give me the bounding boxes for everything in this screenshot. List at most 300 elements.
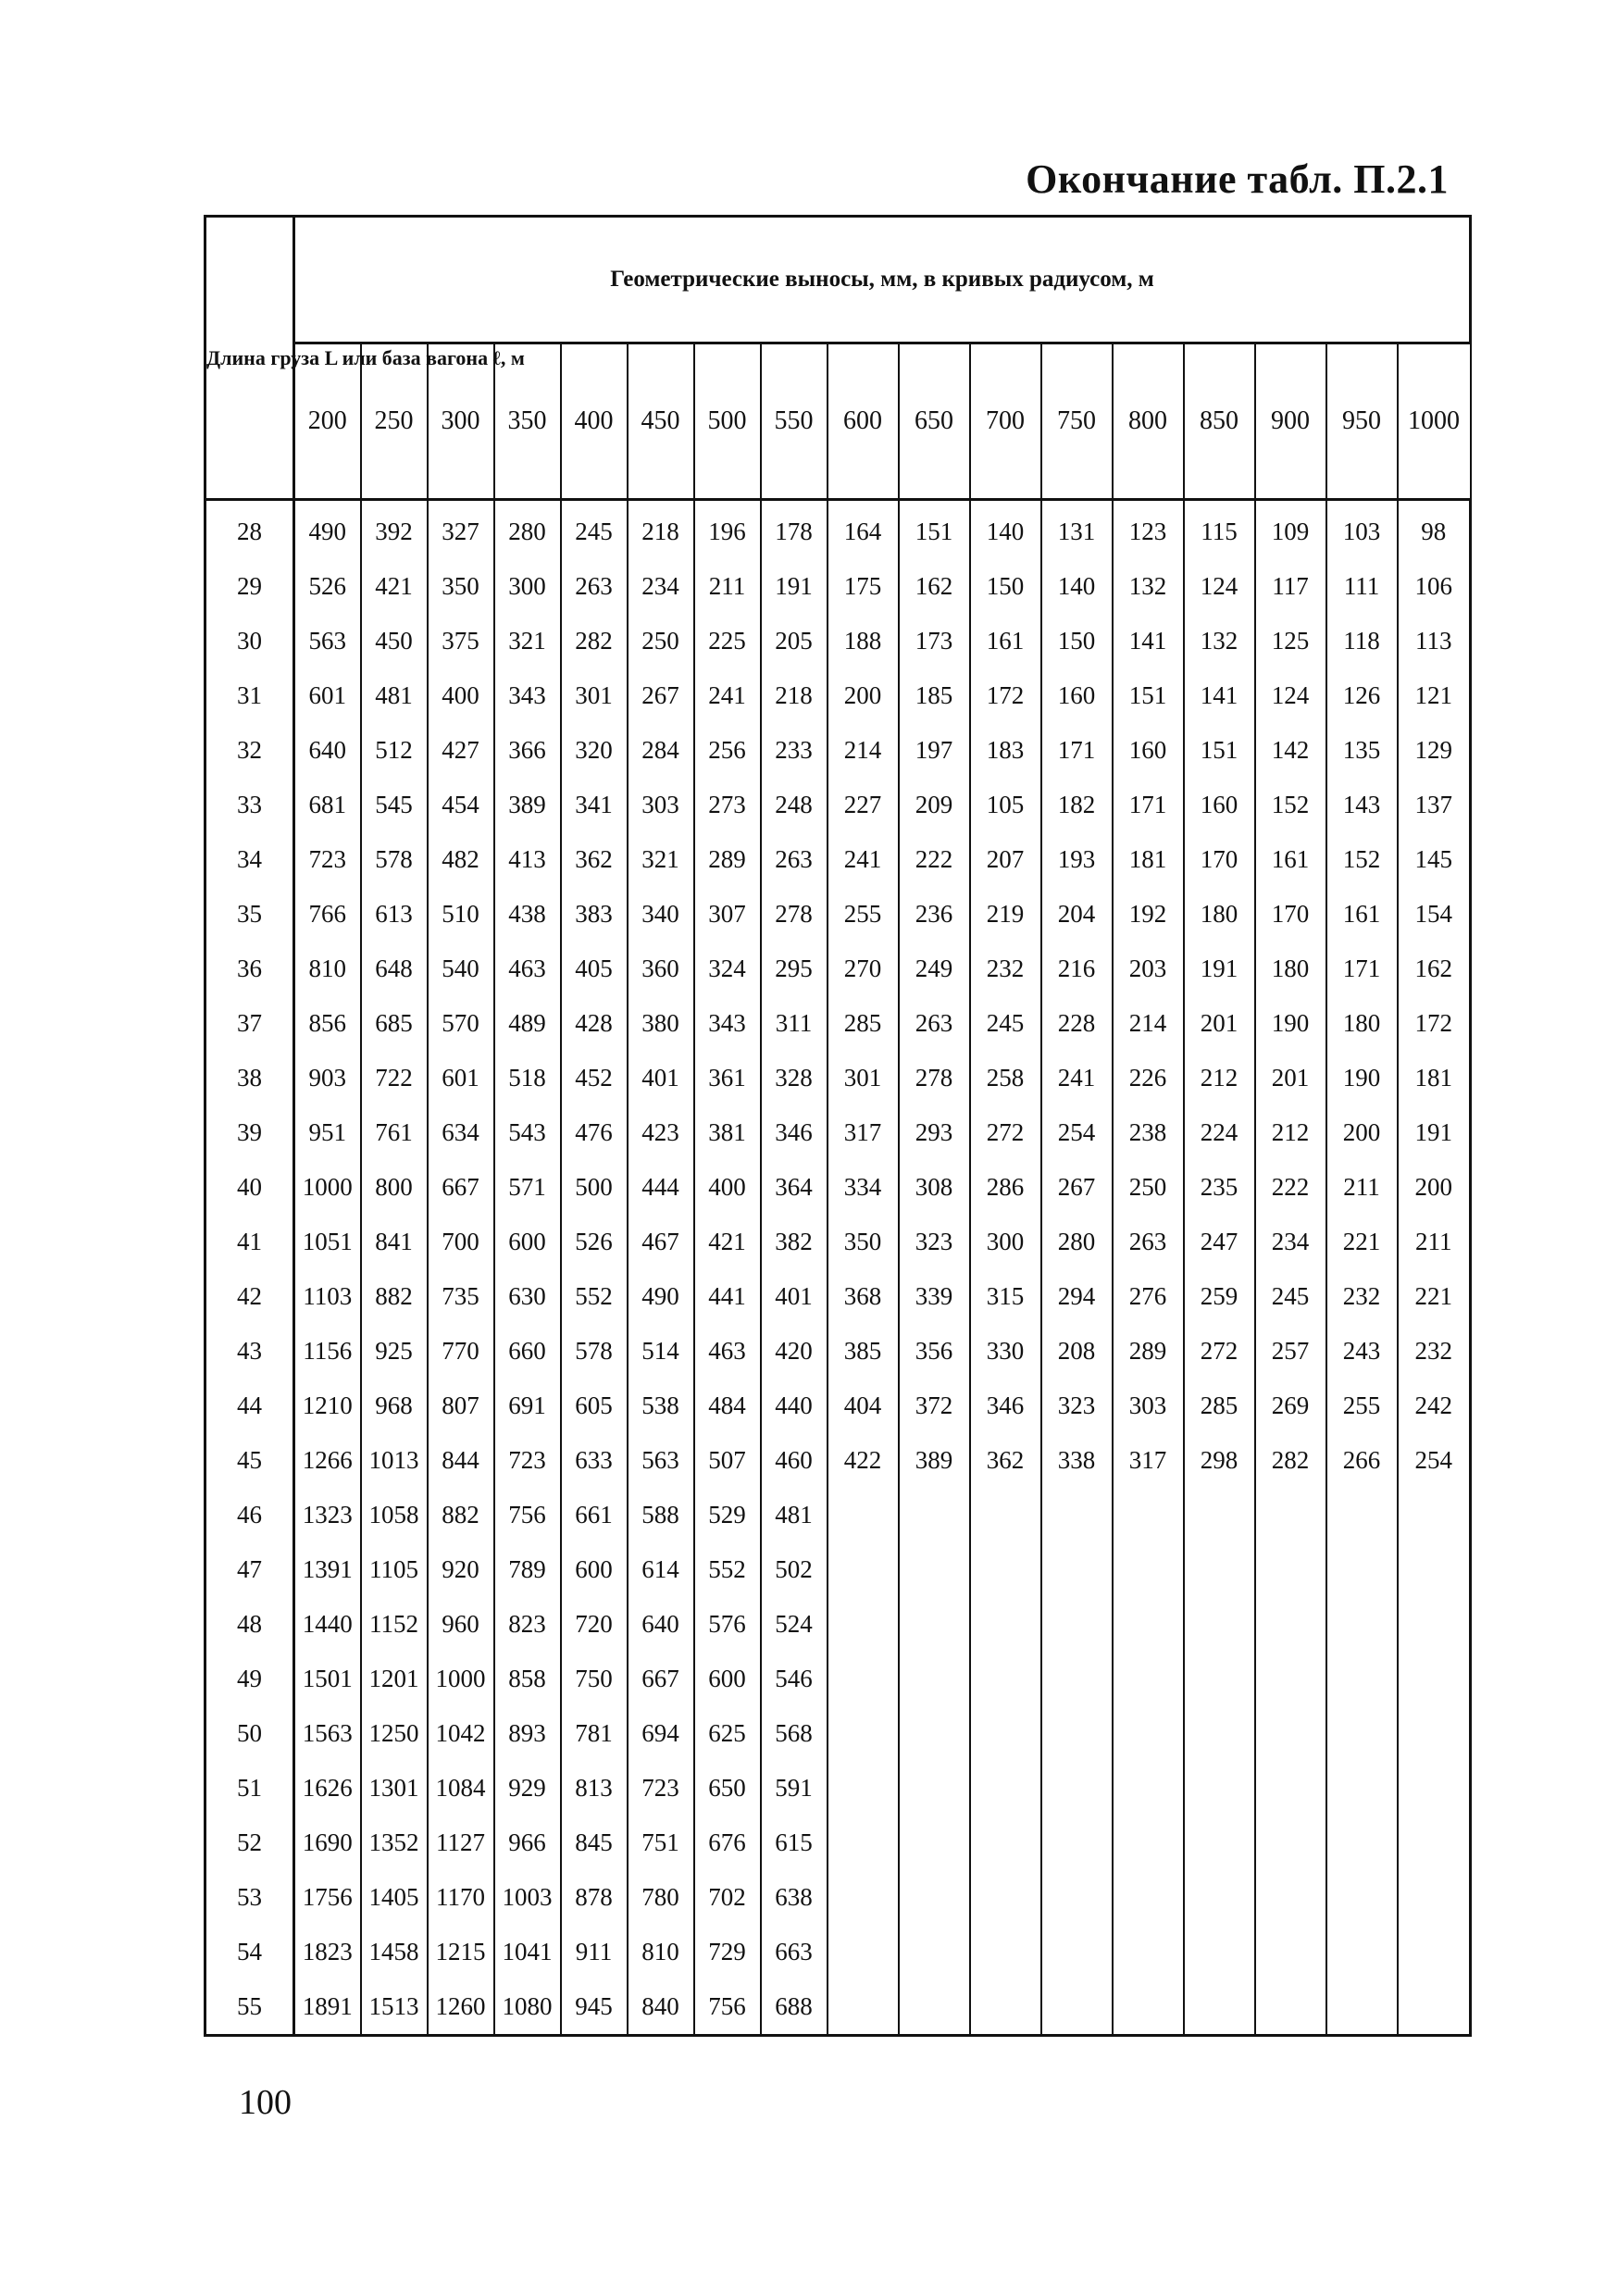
table-row [205, 723, 1471, 778]
value-cell: 844 [428, 1433, 494, 1488]
value-cell: 222 [899, 832, 970, 887]
value-cell: 1103 [294, 1269, 361, 1324]
value-cell: 368 [828, 1269, 899, 1324]
value-cell: 490 [628, 1269, 694, 1324]
value-cell [970, 1542, 1041, 1597]
value-cell [899, 1488, 970, 1542]
value-cell: 218 [761, 668, 828, 723]
value-cell: 463 [494, 942, 561, 996]
table-row [205, 1870, 1471, 1925]
value-cell: 613 [361, 887, 428, 942]
table-row [205, 1324, 1471, 1379]
value-cell: 1391 [294, 1542, 361, 1597]
value-cell: 285 [1184, 1379, 1255, 1433]
value-cell: 770 [428, 1324, 494, 1379]
value-cell: 484 [694, 1379, 761, 1433]
value-cell [1255, 1652, 1326, 1706]
value-cell: 350 [828, 1215, 899, 1269]
value-cell: 463 [694, 1324, 761, 1379]
value-cell: 289 [694, 832, 761, 887]
value-cell: 137 [1398, 778, 1471, 832]
table-row [205, 1816, 1471, 1870]
table-row [205, 1925, 1471, 1979]
value-cell [1113, 1816, 1184, 1870]
value-cell: 502 [761, 1542, 828, 1597]
value-cell: 160 [1041, 668, 1113, 723]
value-cell: 219 [970, 887, 1041, 942]
value-cell [1113, 1488, 1184, 1542]
value-cell: 111 [1326, 559, 1398, 614]
value-cell [1041, 1870, 1113, 1925]
value-cell: 545 [361, 778, 428, 832]
table-row [205, 1269, 1471, 1324]
value-cell: 289 [1113, 1324, 1184, 1379]
value-cell [1255, 1706, 1326, 1761]
value-cell [1398, 1542, 1471, 1597]
value-cell: 1626 [294, 1761, 361, 1816]
value-cell: 161 [970, 614, 1041, 668]
value-cell: 882 [361, 1269, 428, 1324]
value-cell [970, 1488, 1041, 1542]
value-cell: 343 [694, 996, 761, 1051]
value-cell: 723 [494, 1433, 561, 1488]
value-cell [1113, 1652, 1184, 1706]
length-cell: 47 [205, 1542, 294, 1597]
value-cell: 691 [494, 1379, 561, 1433]
value-cell [1326, 1925, 1398, 1979]
value-cell [1184, 1488, 1255, 1542]
table-row [205, 1215, 1471, 1269]
radius-header: 950 [1326, 343, 1398, 500]
value-cell [1184, 1761, 1255, 1816]
value-cell: 188 [828, 614, 899, 668]
value-cell: 389 [899, 1433, 970, 1488]
value-cell [899, 1542, 970, 1597]
value-cell: 660 [494, 1324, 561, 1379]
value-cell: 160 [1184, 778, 1255, 832]
radius-header: 750 [1041, 343, 1113, 500]
value-cell: 648 [361, 942, 428, 996]
value-cell: 634 [428, 1105, 494, 1160]
value-cell: 375 [428, 614, 494, 668]
radius-header: 400 [561, 343, 628, 500]
value-cell [899, 1925, 970, 1979]
table-row [205, 1160, 1471, 1215]
value-cell: 140 [970, 500, 1041, 560]
value-cell: 667 [628, 1652, 694, 1706]
value-cell [899, 1597, 970, 1652]
value-cell: 255 [828, 887, 899, 942]
value-cell: 440 [761, 1379, 828, 1433]
radius-header: 550 [761, 343, 828, 500]
value-cell: 422 [828, 1433, 899, 1488]
value-cell: 295 [761, 942, 828, 996]
radius-header: 500 [694, 343, 761, 500]
value-cell [1184, 1870, 1255, 1925]
value-cell: 452 [561, 1051, 628, 1105]
value-cell: 756 [494, 1488, 561, 1542]
value-cell [1041, 1816, 1113, 1870]
value-cell: 214 [828, 723, 899, 778]
value-cell: 1215 [428, 1925, 494, 1979]
value-cell: 315 [970, 1269, 1041, 1324]
value-cell: 518 [494, 1051, 561, 1105]
value-cell: 276 [1113, 1269, 1184, 1324]
value-cell: 510 [428, 887, 494, 942]
header-row-main [205, 217, 1471, 343]
value-cell: 191 [761, 559, 828, 614]
value-cell: 245 [970, 996, 1041, 1051]
table-row [205, 559, 1471, 614]
value-cell: 175 [828, 559, 899, 614]
value-cell: 343 [494, 668, 561, 723]
value-cell: 421 [694, 1215, 761, 1269]
deviation-group-header: Геометрические выносы, мм, в кривых радиусом, м [294, 217, 1471, 343]
value-cell [1041, 1597, 1113, 1652]
value-cell: 346 [761, 1105, 828, 1160]
value-cell: 601 [428, 1051, 494, 1105]
value-cell [828, 1706, 899, 1761]
length-cell: 36 [205, 942, 294, 996]
length-cell: 54 [205, 1925, 294, 1979]
value-cell: 191 [1184, 942, 1255, 996]
value-cell: 131 [1041, 500, 1113, 560]
table-row [205, 1597, 1471, 1652]
value-cell: 238 [1113, 1105, 1184, 1160]
table-row [205, 1542, 1471, 1597]
value-cell: 789 [494, 1542, 561, 1597]
value-cell: 625 [694, 1706, 761, 1761]
length-cell: 51 [205, 1761, 294, 1816]
value-cell: 878 [561, 1870, 628, 1925]
value-cell: 150 [970, 559, 1041, 614]
value-cell: 563 [294, 614, 361, 668]
value-cell [1041, 1925, 1113, 1979]
table-row [205, 1379, 1471, 1433]
value-cell [1041, 1761, 1113, 1816]
value-cell: 1051 [294, 1215, 361, 1269]
value-cell: 327 [428, 500, 494, 560]
value-cell [970, 1870, 1041, 1925]
length-cell: 35 [205, 887, 294, 942]
length-cell: 45 [205, 1433, 294, 1488]
value-cell: 681 [294, 778, 361, 832]
value-cell: 383 [561, 887, 628, 942]
value-cell: 214 [1113, 996, 1184, 1051]
value-cell: 600 [561, 1542, 628, 1597]
value-cell: 601 [294, 668, 361, 723]
value-cell: 301 [561, 668, 628, 723]
value-cell: 226 [1113, 1051, 1184, 1105]
value-cell: 781 [561, 1706, 628, 1761]
value-cell: 124 [1255, 668, 1326, 723]
value-cell: 232 [1398, 1324, 1471, 1379]
value-cell: 207 [970, 832, 1041, 887]
value-cell: 254 [1398, 1433, 1471, 1488]
value-cell: 150 [1041, 614, 1113, 668]
length-cell: 39 [205, 1105, 294, 1160]
value-cell: 282 [561, 614, 628, 668]
value-cell: 1823 [294, 1925, 361, 1979]
value-cell: 225 [694, 614, 761, 668]
length-cell: 55 [205, 1979, 294, 2036]
value-cell: 1156 [294, 1324, 361, 1379]
value-cell: 423 [628, 1105, 694, 1160]
value-cell: 272 [970, 1105, 1041, 1160]
value-cell: 364 [761, 1160, 828, 1215]
value-cell: 1756 [294, 1870, 361, 1925]
value-cell: 578 [361, 832, 428, 887]
length-cell: 50 [205, 1706, 294, 1761]
value-cell: 382 [761, 1215, 828, 1269]
value-cell: 208 [1041, 1324, 1113, 1379]
value-cell: 1323 [294, 1488, 361, 1542]
value-cell: 103 [1326, 500, 1398, 560]
value-cell: 960 [428, 1597, 494, 1652]
value-cell: 311 [761, 996, 828, 1051]
value-cell [1398, 1925, 1471, 1979]
value-cell: 257 [1255, 1324, 1326, 1379]
value-cell: 321 [628, 832, 694, 887]
value-cell: 667 [428, 1160, 494, 1215]
value-cell: 441 [694, 1269, 761, 1324]
value-cell: 164 [828, 500, 899, 560]
value-cell [899, 1816, 970, 1870]
value-cell: 1690 [294, 1816, 361, 1870]
value-cell: 340 [628, 887, 694, 942]
value-cell: 578 [561, 1324, 628, 1379]
value-cell: 1000 [428, 1652, 494, 1706]
table-row [205, 832, 1471, 887]
value-cell: 929 [494, 1761, 561, 1816]
value-cell: 211 [1326, 1160, 1398, 1215]
value-cell: 362 [970, 1433, 1041, 1488]
value-cell: 512 [361, 723, 428, 778]
radius-header: 1000 [1398, 343, 1471, 500]
value-cell: 823 [494, 1597, 561, 1652]
table-row [205, 1105, 1471, 1160]
value-cell: 920 [428, 1542, 494, 1597]
value-cell: 132 [1113, 559, 1184, 614]
value-cell: 482 [428, 832, 494, 887]
value-cell: 294 [1041, 1269, 1113, 1324]
value-cell: 840 [628, 1979, 694, 2036]
value-cell [970, 1652, 1041, 1706]
value-cell: 546 [761, 1652, 828, 1706]
value-cell: 640 [294, 723, 361, 778]
value-cell: 1301 [361, 1761, 428, 1816]
value-cell: 141 [1184, 668, 1255, 723]
value-cell: 1013 [361, 1433, 428, 1488]
value-cell: 380 [628, 996, 694, 1051]
value-cell: 109 [1255, 500, 1326, 560]
value-cell [1255, 1488, 1326, 1542]
value-cell [1113, 1925, 1184, 1979]
value-cell: 259 [1184, 1269, 1255, 1324]
value-cell: 341 [561, 778, 628, 832]
radius-header: 850 [1184, 343, 1255, 500]
value-cell: 1152 [361, 1597, 428, 1652]
value-cell [1255, 1597, 1326, 1652]
value-cell: 735 [428, 1269, 494, 1324]
value-cell: 170 [1255, 887, 1326, 942]
value-cell: 190 [1255, 996, 1326, 1051]
length-cell: 28 [205, 500, 294, 560]
value-cell [1398, 1761, 1471, 1816]
value-cell: 201 [1255, 1051, 1326, 1105]
value-cell: 142 [1255, 723, 1326, 778]
value-cell: 328 [761, 1051, 828, 1105]
value-cell: 389 [494, 778, 561, 832]
value-cell [828, 1979, 899, 2036]
value-cell: 308 [899, 1160, 970, 1215]
value-cell: 323 [1041, 1379, 1113, 1433]
value-cell [828, 1761, 899, 1816]
value-cell: 966 [494, 1816, 561, 1870]
value-cell [1113, 1761, 1184, 1816]
value-cell: 810 [628, 1925, 694, 1979]
value-cell: 161 [1326, 887, 1398, 942]
value-cell: 278 [761, 887, 828, 942]
value-cell: 98 [1398, 500, 1471, 560]
value-cell: 113 [1398, 614, 1471, 668]
value-cell: 372 [899, 1379, 970, 1433]
value-cell: 750 [561, 1652, 628, 1706]
value-cell: 171 [1041, 723, 1113, 778]
table-row [205, 500, 1471, 560]
value-cell: 676 [694, 1816, 761, 1870]
value-cell [970, 1816, 1041, 1870]
value-cell [1326, 1816, 1398, 1870]
value-cell: 243 [1326, 1324, 1398, 1379]
radius-header: 900 [1255, 343, 1326, 500]
value-cell: 350 [428, 559, 494, 614]
value-cell: 489 [494, 996, 561, 1051]
value-cell: 810 [294, 942, 361, 996]
value-cell: 185 [899, 668, 970, 723]
value-cell: 694 [628, 1706, 694, 1761]
value-cell: 1080 [494, 1979, 561, 2036]
table-row [205, 1488, 1471, 1542]
value-cell: 360 [628, 942, 694, 996]
value-cell: 183 [970, 723, 1041, 778]
value-cell: 925 [361, 1324, 428, 1379]
value-cell: 212 [1255, 1105, 1326, 1160]
value-cell: 346 [970, 1379, 1041, 1433]
value-cell [1255, 1761, 1326, 1816]
value-cell: 118 [1326, 614, 1398, 668]
value-cell: 761 [361, 1105, 428, 1160]
value-cell: 893 [494, 1706, 561, 1761]
length-cell: 37 [205, 996, 294, 1051]
value-cell: 282 [1255, 1433, 1326, 1488]
value-cell [828, 1488, 899, 1542]
value-cell: 105 [970, 778, 1041, 832]
table-row [205, 887, 1471, 942]
value-cell: 284 [628, 723, 694, 778]
value-cell: 278 [899, 1051, 970, 1105]
length-cell: 34 [205, 832, 294, 887]
value-cell: 1440 [294, 1597, 361, 1652]
value-cell: 540 [428, 942, 494, 996]
value-cell: 266 [1326, 1433, 1398, 1488]
value-cell: 267 [628, 668, 694, 723]
value-cell [1398, 1597, 1471, 1652]
value-cell: 404 [828, 1379, 899, 1433]
value-cell: 254 [1041, 1105, 1113, 1160]
value-cell: 180 [1326, 996, 1398, 1051]
value-cell: 141 [1113, 614, 1184, 668]
value-cell: 460 [761, 1433, 828, 1488]
value-cell [828, 1816, 899, 1870]
value-cell: 766 [294, 887, 361, 942]
value-cell: 241 [694, 668, 761, 723]
value-cell: 197 [899, 723, 970, 778]
value-cell: 323 [899, 1215, 970, 1269]
table-title: Окончание табл. П.2.1 [1026, 156, 1449, 202]
value-cell: 321 [494, 614, 561, 668]
value-cell [1184, 1542, 1255, 1597]
value-cell: 272 [1184, 1324, 1255, 1379]
value-cell [1326, 1979, 1398, 2036]
value-cell: 330 [970, 1324, 1041, 1379]
value-cell: 605 [561, 1379, 628, 1433]
value-cell: 570 [428, 996, 494, 1051]
length-cell: 43 [205, 1324, 294, 1379]
value-cell: 723 [294, 832, 361, 887]
length-cell: 52 [205, 1816, 294, 1870]
value-cell: 221 [1398, 1269, 1471, 1324]
value-cell: 115 [1184, 500, 1255, 560]
value-cell: 1000 [294, 1160, 361, 1215]
length-cell: 33 [205, 778, 294, 832]
value-cell [1113, 1870, 1184, 1925]
length-column-header: Длина груза L или база вагона ℓ, м [205, 217, 294, 500]
value-cell [1184, 1816, 1255, 1870]
value-cell: 152 [1326, 832, 1398, 887]
value-cell [1326, 1597, 1398, 1652]
value-cell: 180 [1255, 942, 1326, 996]
value-cell: 125 [1255, 614, 1326, 668]
value-cell: 756 [694, 1979, 761, 2036]
value-cell [1326, 1488, 1398, 1542]
table-row [205, 942, 1471, 996]
value-cell: 640 [628, 1597, 694, 1652]
value-cell: 173 [899, 614, 970, 668]
value-cell: 245 [1255, 1269, 1326, 1324]
value-cell [1184, 1925, 1255, 1979]
value-cell: 286 [970, 1160, 1041, 1215]
value-cell: 576 [694, 1597, 761, 1652]
value-cell: 227 [828, 778, 899, 832]
table-body [205, 500, 1471, 2036]
value-cell: 722 [361, 1051, 428, 1105]
value-cell: 400 [694, 1160, 761, 1215]
value-cell [828, 1870, 899, 1925]
value-cell: 526 [561, 1215, 628, 1269]
value-cell: 1458 [361, 1925, 428, 1979]
value-cell: 263 [561, 559, 628, 614]
value-cell: 235 [1184, 1160, 1255, 1215]
radius-header: 800 [1113, 343, 1184, 500]
value-cell: 591 [761, 1761, 828, 1816]
value-cell [1255, 1816, 1326, 1870]
length-cell: 32 [205, 723, 294, 778]
value-cell: 356 [899, 1324, 970, 1379]
value-cell: 267 [1041, 1160, 1113, 1215]
value-cell [1113, 1597, 1184, 1652]
value-cell: 228 [1041, 996, 1113, 1051]
